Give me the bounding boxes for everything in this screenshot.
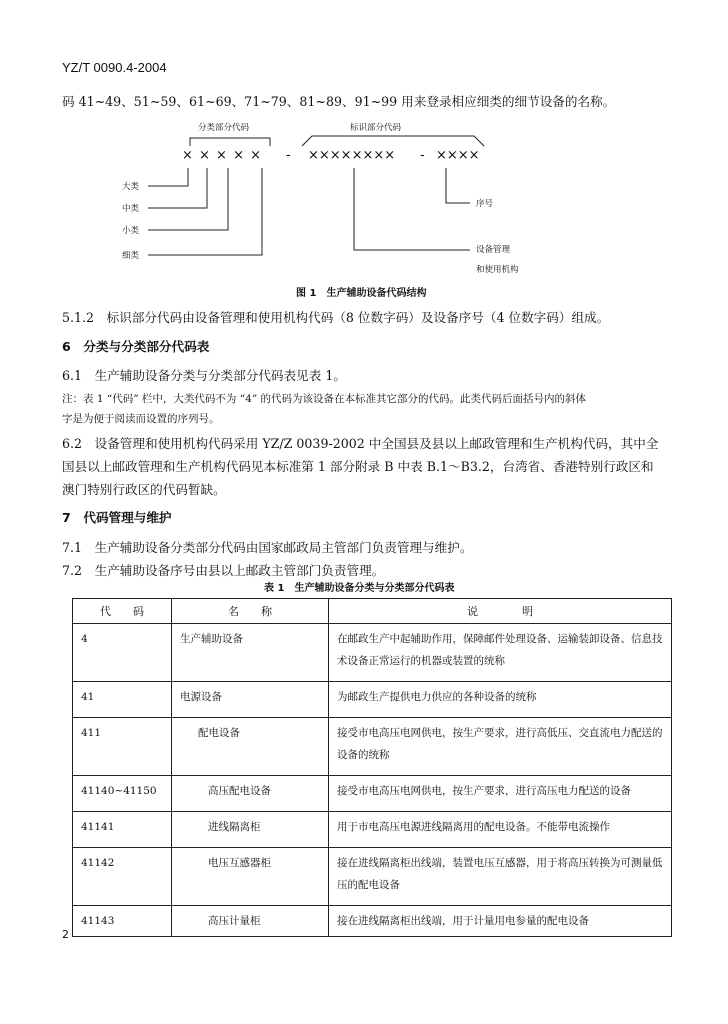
brace-left xyxy=(190,138,270,146)
intro-line: 码 41~49、51~59、61~69、71~79、81~89、91~99 用来登录相应细类的细节设备的名称。 xyxy=(62,94,616,109)
page-number: 2 xyxy=(62,928,69,941)
cell-name: 生产辅助设备 xyxy=(172,624,329,682)
code-dash-2: - xyxy=(420,148,425,163)
label-org-2: 和使用机构 xyxy=(476,265,519,275)
cell-description: 接在进线隔离柜出线端，用于计量用电参量的配电设备 xyxy=(329,906,672,937)
cell-name xyxy=(172,848,329,906)
brace-right xyxy=(302,136,484,146)
cell-name-text: 高压配电设备 xyxy=(208,785,271,797)
section-6-2-line-2: 国县以上邮政管理和生产机构代码见本标准第 1 部分附录 B 中表 B.1～B3.2，台湾省、香港特别行政区和 xyxy=(62,459,654,474)
section-7-1: 7.1 生产辅助设备分类部分代码由国家邮政局主管部门负责管理与维护。 xyxy=(62,540,473,555)
table1-caption: 表 1 生产辅助设备分类与分类部分代码表 xyxy=(264,583,455,594)
cell-code: 41142 xyxy=(73,848,172,906)
code-classification-x: × × × × × xyxy=(182,148,261,163)
table-row xyxy=(73,624,672,682)
label-classification-part: 分类部分代码 xyxy=(198,123,250,133)
line-org xyxy=(354,168,470,250)
section-7-2: 7.2 生产辅助设备序号由县以上邮政主管部门负责管理。 xyxy=(62,563,385,578)
cell-code: 41140~41150 xyxy=(73,776,172,812)
cell-code: 41143 xyxy=(73,906,172,937)
cell-description: 用于市电高压电源进线隔离用的配电设备。不能带电流操作 xyxy=(329,812,672,848)
line-xuhao xyxy=(446,168,470,203)
section-6-2-line-1: 6.2 设备管理和使用机构代码采用 YZ/Z 0039-2002 中全国县及县以上邮政管理和生产机构代码，其中全 xyxy=(62,436,659,451)
cell-code: 41 xyxy=(73,682,172,718)
cell-description: 为邮政生产提供电力供应的各种设备的统称 xyxy=(329,682,672,718)
label-zhonglei: 中类 xyxy=(122,204,140,214)
label-org-1: 设备管理 xyxy=(476,245,511,255)
section-6-2-line-3: 澳门特别行政区的代码暂缺。 xyxy=(62,482,226,497)
cell-code: 41141 xyxy=(73,812,172,848)
line-dalei xyxy=(148,168,188,186)
code-org-x: ×××××××× xyxy=(308,148,396,163)
cell-name: 电源设备 xyxy=(172,682,329,718)
table-row xyxy=(73,718,672,776)
cell-name-text: 配电设备 xyxy=(198,727,240,739)
table-row xyxy=(73,906,672,937)
header-description: 说 明 xyxy=(329,599,672,624)
label-xiaolei: 小类 xyxy=(122,226,140,236)
table-header-row xyxy=(73,599,672,624)
cell-name-text: 进线隔离柜 xyxy=(208,821,261,833)
header-name: 名 称 xyxy=(172,599,329,624)
label-xilei: 细类 xyxy=(122,251,140,261)
figure1-caption: 图 1 生产辅助设备代码结构 xyxy=(296,288,427,299)
cell-name-text: 高压计量柜 xyxy=(208,915,261,927)
table-row xyxy=(73,776,672,812)
cell-name xyxy=(172,812,329,848)
cell-description: 接受市电高压电网供电，按生产要求，进行高低压、交直流电力配送的设备的统称 xyxy=(329,718,672,776)
note-line-2: 字是为便于阅读而设置的序列号。 xyxy=(62,413,220,425)
header-code: 代 码 xyxy=(73,599,172,624)
code-seq-x: ×××× xyxy=(436,148,480,163)
line-xilei xyxy=(148,168,262,255)
table1 xyxy=(72,598,672,937)
section-5-1-2: 5.1.2 标识部分代码由设备管理和使用机构代码（8 位数字码）及设备序号（4 位数字码）组成。 xyxy=(62,310,610,325)
code-dash-1: - xyxy=(286,148,291,163)
cell-name xyxy=(172,906,329,937)
line-zhonglei xyxy=(148,168,207,208)
section-6-1: 6.1 生产辅助设备分类与分类部分代码表见表 1。 xyxy=(62,368,346,383)
section-7-title: 7 代码管理与维护 xyxy=(62,510,172,525)
section-6-title: 6 分类与分类部分代码表 xyxy=(62,339,210,354)
cell-description: 接受市电高压电网供电，按生产要求，进行高压电力配送的设备 xyxy=(329,776,672,812)
cell-description: 在邮政生产中起辅助作用，保障邮件处理设备、运输装卸设备、信息技术设备正常运行的机器或装置的统称 xyxy=(329,624,672,682)
table-row xyxy=(73,682,672,718)
standard-id: YZ/T 0090.4-2004 xyxy=(62,60,167,75)
label-xuhao: 序号 xyxy=(476,199,494,209)
cell-name xyxy=(172,776,329,812)
cell-code: 4 xyxy=(73,624,172,682)
label-dalei: 大类 xyxy=(122,182,140,192)
note-line-1: 注：表 1 “代码” 栏中，大类代码不为 “4” 的代码为该设备在本标准其它部分的代码。此类代码后面括号内的斜体 xyxy=(62,393,587,405)
cell-description: 接在进线隔离柜出线端，装置电压互感器，用于将高压转换为可测量低压的配电设备 xyxy=(329,848,672,906)
cell-name-text: 电压互感器柜 xyxy=(208,857,271,869)
table-row xyxy=(73,812,672,848)
table-row xyxy=(73,848,672,906)
cell-name xyxy=(172,718,329,776)
label-identification-part: 标识部分代码 xyxy=(350,123,402,133)
cell-code: 411 xyxy=(73,718,172,776)
